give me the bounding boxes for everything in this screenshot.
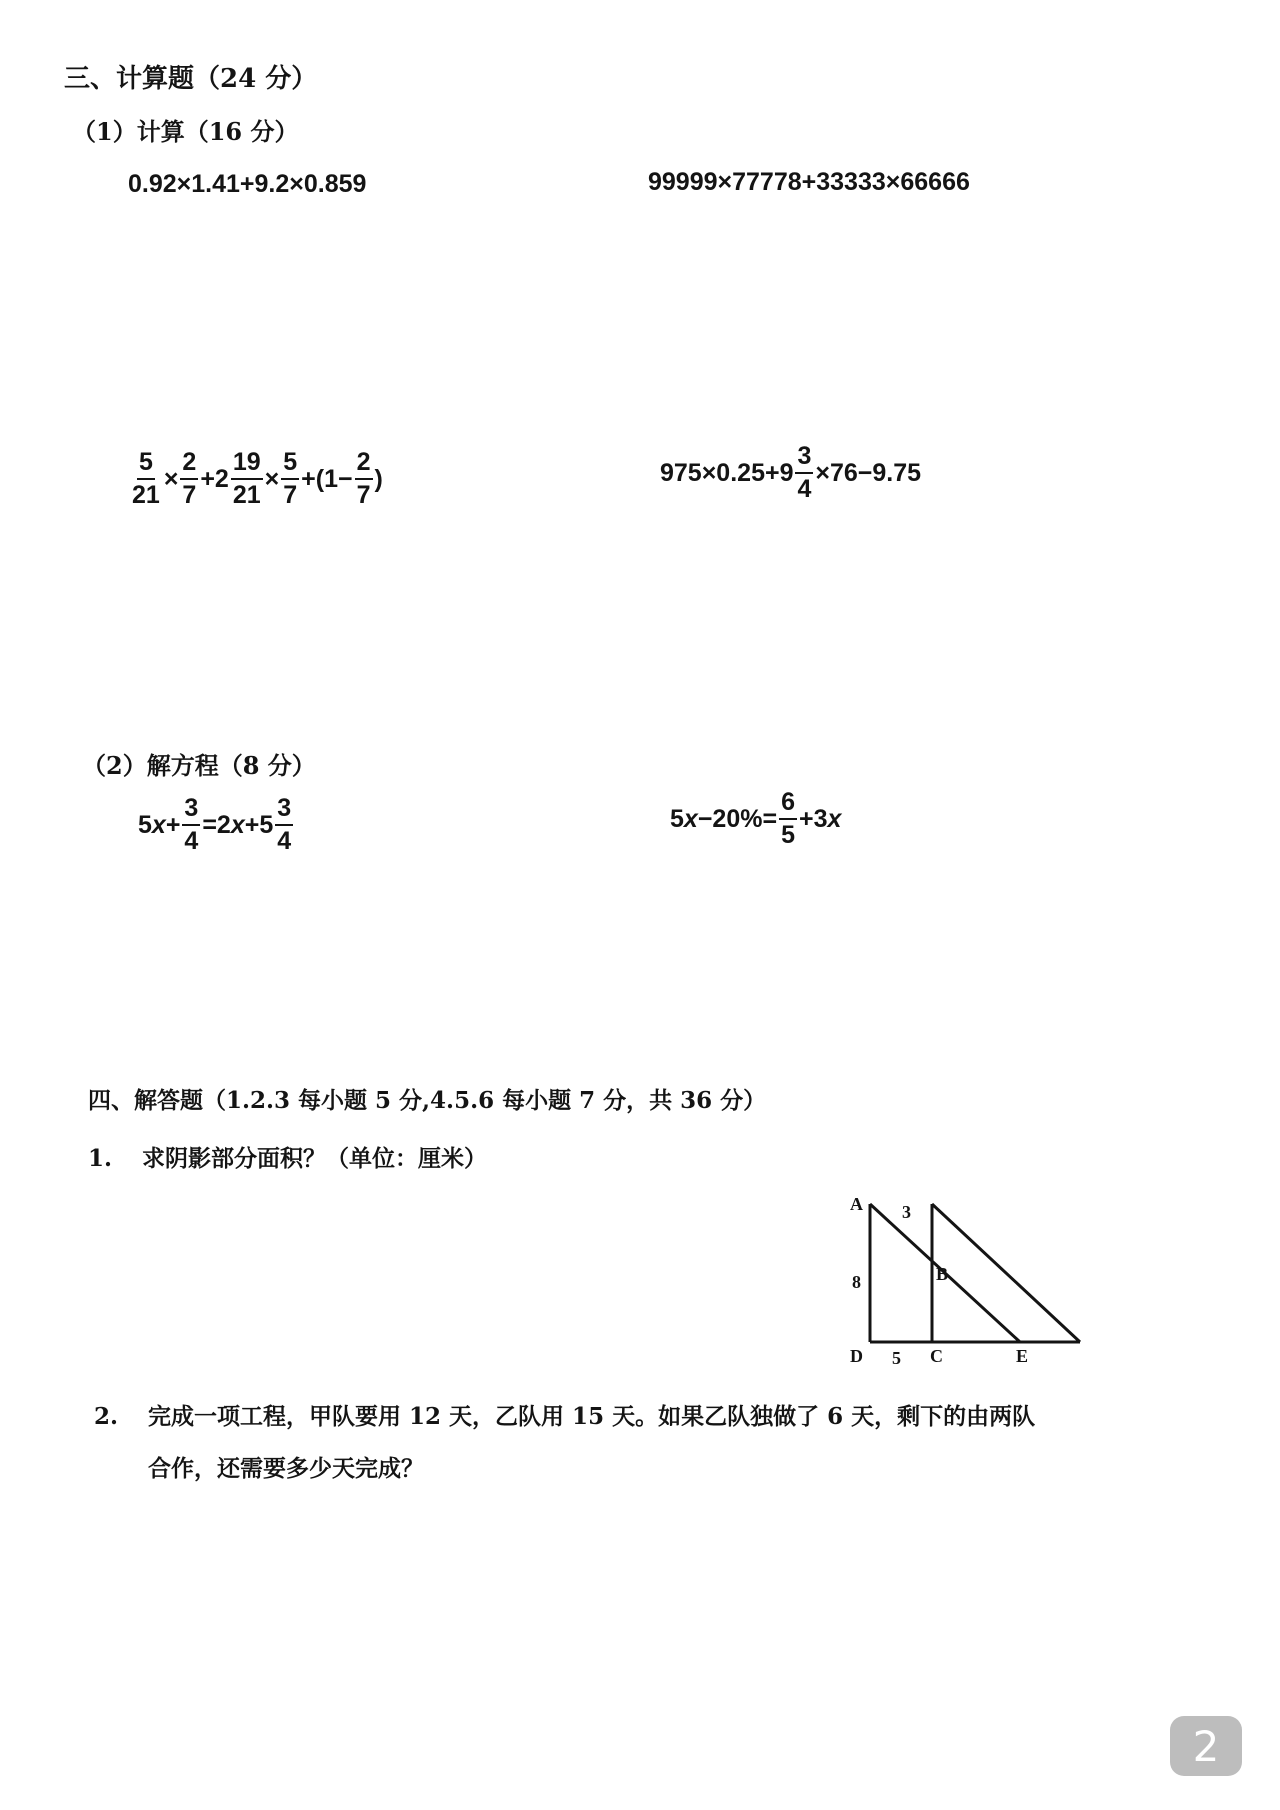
denominator: 5 <box>781 821 795 849</box>
expression-text: 975×0.25+9 <box>660 458 794 487</box>
operator: × <box>163 464 179 493</box>
coefficient: 5 <box>138 810 152 839</box>
question-2-line-2: 合作，还需要多少天完成？ <box>148 1455 424 1482</box>
numerator: 6 <box>779 790 797 820</box>
coefficient: 5 <box>670 804 684 833</box>
operator: ) <box>374 464 383 493</box>
calc-expression-3 <box>128 450 383 508</box>
length-5: 5 <box>892 1348 901 1368</box>
calc-expression-4 <box>660 444 921 502</box>
part2-title: （2）解方程（8 分） <box>82 751 316 780</box>
fraction <box>355 450 373 508</box>
length-8: 8 <box>852 1272 861 1292</box>
numerator: 2 <box>355 450 373 480</box>
fraction <box>130 450 162 508</box>
numerator: 3 <box>275 796 293 826</box>
variable: x <box>683 804 698 833</box>
denominator: 7 <box>182 481 197 509</box>
label-b: B <box>936 1264 949 1284</box>
numerator: 5 <box>137 450 155 480</box>
geometry-figure <box>840 1186 1090 1376</box>
denominator: 7 <box>283 481 298 509</box>
numerator: 2 <box>180 450 198 480</box>
question-2 <box>94 1398 1035 1431</box>
fraction <box>275 796 293 854</box>
part1-title: （1）计算（16 分） <box>72 117 299 146</box>
fraction <box>231 450 263 508</box>
question-text: 求阴影部分面积？（单位：厘米） <box>142 1145 488 1172</box>
denominator: 21 <box>132 481 160 509</box>
variable: x <box>230 810 245 839</box>
section3-title: 三、计算题（24 分） <box>64 64 318 94</box>
page-number-badge: 2 <box>1170 1716 1242 1776</box>
question-number: 1. <box>88 1145 113 1172</box>
numerator: 3 <box>182 796 200 826</box>
question-text-line-1: 完成一项工程，甲队要用 12 天，乙队用 15 天。如果乙队独做了 6 天，剩下的由两队 <box>148 1403 1036 1430</box>
variable: x <box>151 810 166 839</box>
equation-1 <box>138 796 295 854</box>
calc-expression-2: 99999×77778+33333×66666 <box>648 168 970 196</box>
label-c: C <box>930 1346 943 1366</box>
numerator: 5 <box>281 450 299 480</box>
denominator: 21 <box>232 481 261 509</box>
denominator: 4 <box>277 827 292 855</box>
fraction <box>795 444 813 502</box>
question-1 <box>88 1140 487 1173</box>
numerator: 19 <box>231 450 263 480</box>
fraction <box>180 450 198 508</box>
denominator: 4 <box>184 827 199 855</box>
question-number: 2. <box>94 1403 119 1430</box>
operator: +3 <box>798 804 828 833</box>
operator: + <box>165 810 181 839</box>
label-d: D <box>850 1346 863 1366</box>
numerator: 3 <box>795 444 813 474</box>
operator: =2 <box>202 810 231 839</box>
label-e: E <box>1016 1346 1029 1366</box>
expression-text: ×76−9.75 <box>815 458 922 487</box>
segment-hypotenuse-right <box>932 1204 1080 1342</box>
operator: +2 <box>200 464 229 493</box>
denominator: 7 <box>356 481 371 509</box>
fraction <box>779 790 797 848</box>
operator: −20%= <box>697 804 778 833</box>
label-a: A <box>850 1194 863 1214</box>
length-3: 3 <box>902 1202 911 1222</box>
operator: × <box>264 464 280 493</box>
calc-expression-1: 0.92×1.41+9.2×0.859 <box>128 170 367 198</box>
variable: x <box>827 804 842 833</box>
equation-2 <box>670 790 841 848</box>
triangle-diagram <box>840 1186 1090 1376</box>
denominator: 4 <box>797 475 812 503</box>
fraction <box>281 450 299 508</box>
fraction <box>182 796 200 854</box>
operator: +(1− <box>301 464 353 493</box>
section4-title: 四、解答题（1.2.3 每小题 5 分,4.5.6 每小题 7 分，共 36 分） <box>88 1087 767 1114</box>
operator: +5 <box>244 810 274 839</box>
